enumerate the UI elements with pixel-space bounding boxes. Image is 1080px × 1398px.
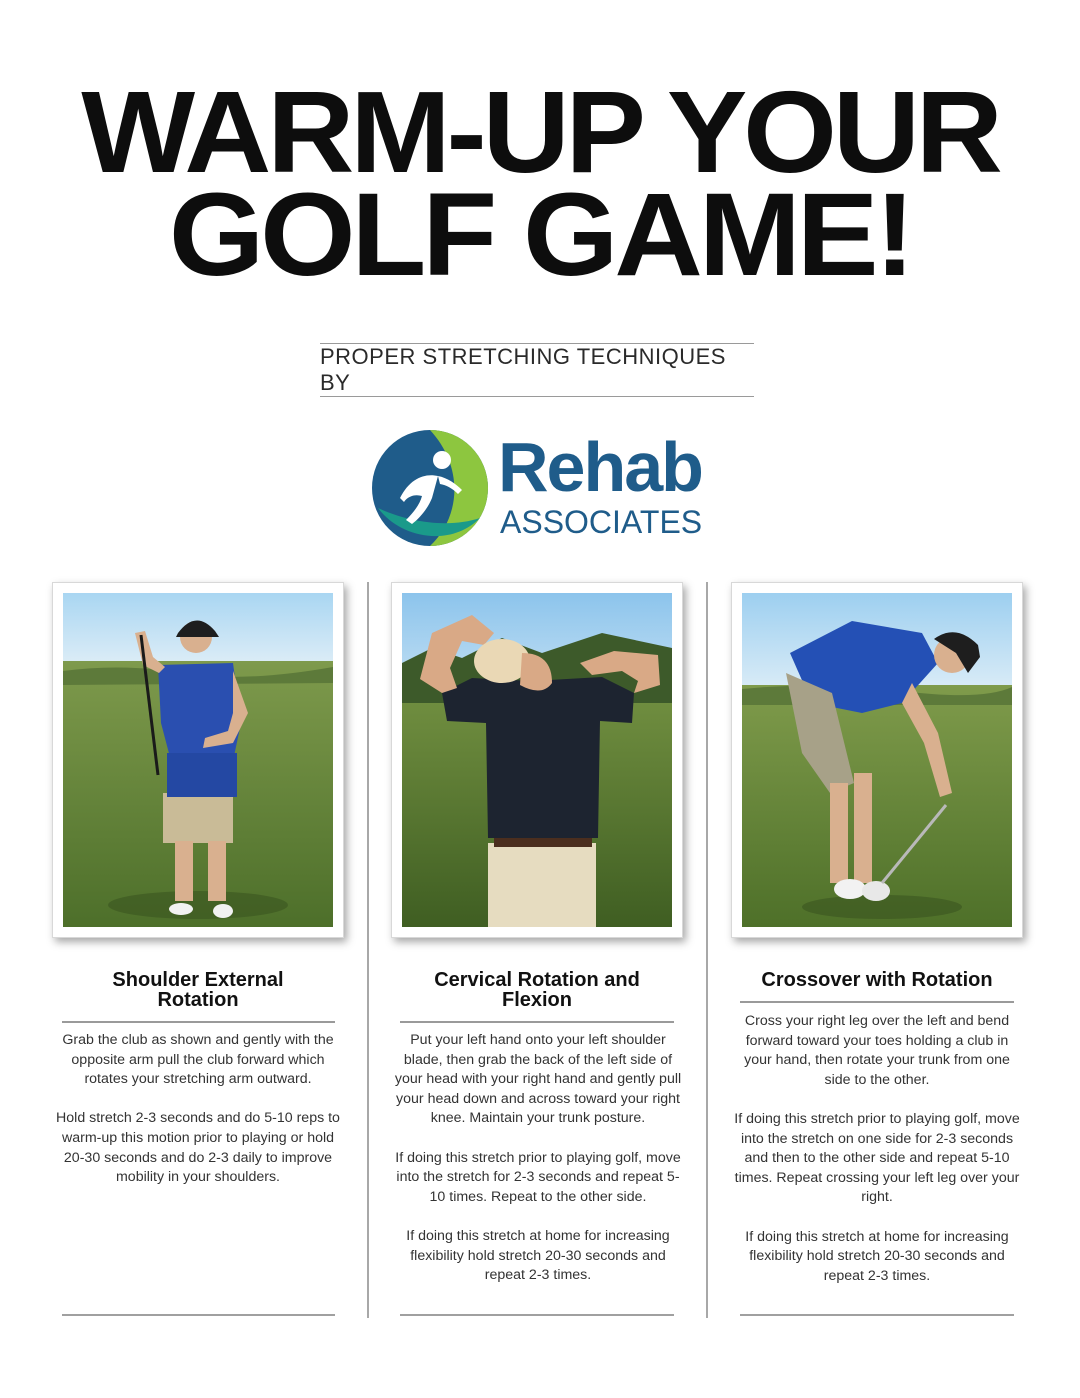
- photo-crossover-with-rotation: [731, 582, 1023, 938]
- photo-cervical-rotation-flexion: [391, 582, 683, 938]
- column-2-paragraph: If doing this stretch prior to playing golf, move into the stretch for 2-3 seconds and repeat 5-10 times. Repeat to the other side.: [395, 1149, 681, 1205]
- column-3-title: [738, 970, 1016, 990]
- photo-image: [63, 593, 333, 927]
- column-1-paragraph: Grab the club as shown and gently with the opposite arm pull the club forward which rotates your stretching arm outward.: [62, 1032, 334, 1088]
- column-2-body: [393, 1031, 683, 1305]
- column-1-title-line-2: Rotation: [157, 989, 239, 1011]
- column-3-rule: [740, 1001, 1014, 1003]
- column-2-paragraph: If doing this stretch at home for increasing flexibility hold stretch 20-30 seconds and repeat 2-3 times.: [406, 1227, 670, 1284]
- column-1-title-line-1: Shoulder External: [112, 969, 284, 991]
- column-divider: [367, 582, 369, 1318]
- column-3-title-line-1: Crossover with Rotation: [761, 969, 993, 991]
- column-3-body: [732, 1012, 1022, 1306]
- column-3-paragraph: If doing this stretch at home for increasing flexibility hold stretch 20-30 seconds and repeat 2-3 times.: [745, 1228, 1009, 1284]
- photo-shoulder-external-rotation: [52, 582, 344, 938]
- byline-text: PROPER STRETCHING TECHNIQUES BY: [320, 344, 726, 395]
- column-1-title: [60, 970, 336, 1010]
- column-2-title: [398, 970, 676, 1010]
- column-1-paragraph: Hold stretch 2-3 seconds and do 5-10 reps to warm-up this motion prior to playing or hold 20-30 seconds and do 2-3 daily to improve mobility in your shoulders.: [56, 1110, 340, 1186]
- column-1-body: [54, 1031, 342, 1207]
- column-3-paragraph: If doing this stretch prior to playing golf, move into the stretch on one side for 2-3 seconds and then to the other side and repeat 5-10 times. Repeat crossing your left leg over your right.: [734, 1110, 1020, 1206]
- headline-line-2: GOLF GAME!: [168, 169, 912, 301]
- column-2-paragraph: Put your left hand onto your left shoulder blade, then grab the back of the left side of your head with your right hand and gently pull your head down and across toward your right knee. Maintain your trunk posture.: [394, 1032, 682, 1127]
- rehab-associates-logo: [370, 428, 703, 550]
- column-1-rule: [62, 1021, 335, 1023]
- column-1-bottom-rule: [62, 1314, 335, 1316]
- headline-line-1: WARM-UP YOUR: [81, 67, 999, 197]
- logo-word-rehab: Rehab: [498, 428, 702, 506]
- column-3-bottom-rule: [740, 1314, 1014, 1316]
- logo-word-associates: ASSOCIATES: [500, 504, 703, 540]
- photo-image: [742, 593, 1012, 927]
- photo-image: [402, 593, 672, 927]
- column-2-bottom-rule: [400, 1314, 674, 1316]
- byline-box: [320, 343, 754, 397]
- column-3-paragraph: Cross your right leg over the left and bend forward toward your toes holding a club in your hand, then rotate your trunk from one side to the other.: [744, 1013, 1010, 1088]
- column-2-rule: [400, 1021, 674, 1023]
- column-2-title-line-2: Flexion: [501, 989, 572, 1011]
- logo-mark-icon: [370, 428, 490, 548]
- column-2-title-line-1: Cervical Rotation and: [434, 969, 640, 991]
- column-divider: [706, 582, 708, 1318]
